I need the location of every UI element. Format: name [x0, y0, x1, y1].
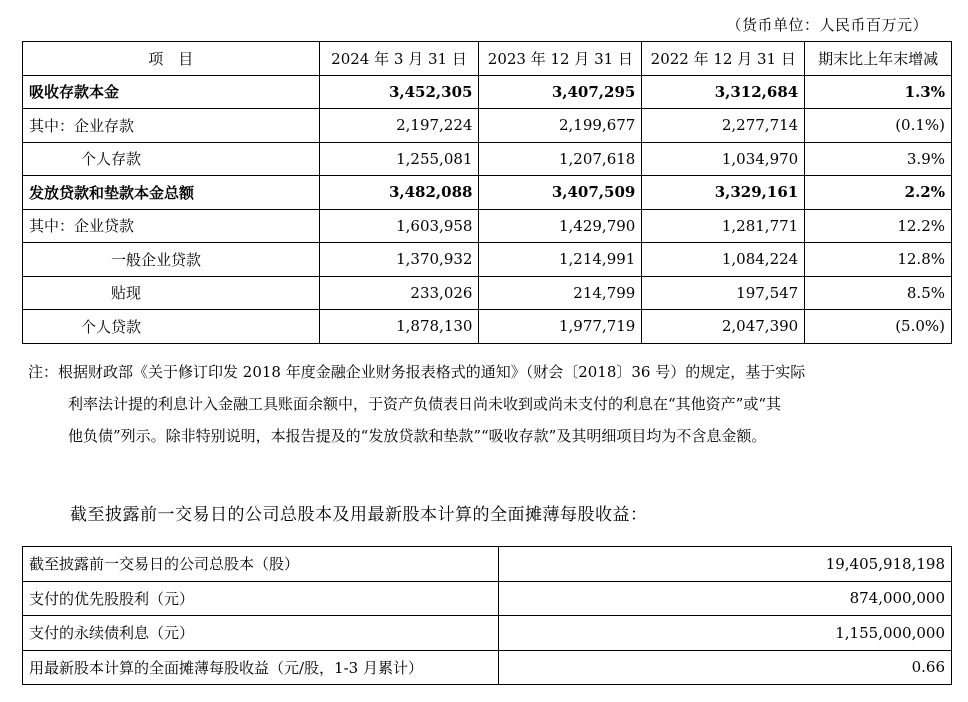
value-2023-12-31: 1,207,618: [479, 142, 642, 176]
value-2024-03-31: 1,878,130: [319, 310, 479, 344]
row-label: 一般企业贷款: [23, 243, 320, 277]
table-row: [23, 616, 952, 651]
row-value: 874,000,000: [498, 581, 952, 616]
currency-unit-note: （货币单位：人民币百万元）: [726, 16, 928, 34]
header-2023-12-31: 2023 年 12 月 31 日: [479, 42, 642, 76]
value-change: 1.3%: [805, 75, 952, 109]
value-2022-12-31: 1,084,224: [642, 243, 805, 277]
row-label: 其中：企业贷款: [23, 209, 320, 243]
header-item: 项 目: [23, 42, 320, 76]
row-label: 个人贷款: [23, 310, 320, 344]
eps-caption: 截至披露前一交易日的公司总股本及用最新股本计算的全面摊薄每股收益：: [70, 505, 648, 525]
table-row: [23, 310, 952, 344]
row-value: 0.66: [498, 650, 952, 685]
header-change: 期末比上年末增减: [805, 42, 952, 76]
value-change: (5.0%): [805, 310, 952, 344]
value-2024-03-31: 1,370,932: [319, 243, 479, 277]
value-2024-03-31: 3,452,305: [319, 75, 479, 109]
value-change: 12.8%: [805, 243, 952, 277]
table-row: [23, 547, 952, 582]
footnote-line-2: 利率法计提的利息计入金融工具账面余额中，于资产负债表日尚未收到或尚未支付的利息在“其他资产”或“其: [68, 395, 782, 413]
header-2024-03-31: 2024 年 3 月 31 日: [319, 42, 479, 76]
value-2023-12-31: 214,799: [479, 276, 642, 310]
table-row: [23, 75, 952, 109]
row-label: 支付的优先股股利（元）: [23, 581, 499, 616]
footnote-line-1: 注：根据财政部《关于修订印发 2018 年度金融企业财务报表格式的通知》（财会〔2018〕36 号）的规定，基于实际: [28, 363, 806, 381]
value-2023-12-31: 1,977,719: [479, 310, 642, 344]
header-2022-12-31: 2022 年 12 月 31 日: [642, 42, 805, 76]
row-label: 吸收存款本金: [23, 75, 320, 109]
row-label: 贴现: [23, 276, 320, 310]
value-2022-12-31: 197,547: [642, 276, 805, 310]
deposits-loans-table: [22, 41, 952, 344]
table-row: [23, 581, 952, 616]
value-2024-03-31: 2,197,224: [319, 109, 479, 143]
value-2022-12-31: 2,277,714: [642, 109, 805, 143]
value-change: 3.9%: [805, 142, 952, 176]
row-label: 支付的永续债利息（元）: [23, 616, 499, 651]
row-label: 用最新股本计算的全面摊薄每股收益（元/股，1-3 月累计）: [23, 650, 499, 685]
table-row: [23, 142, 952, 176]
value-2023-12-31: 1,214,991: [479, 243, 642, 277]
value-2023-12-31: 3,407,509: [479, 176, 642, 210]
value-2022-12-31: 3,312,684: [642, 75, 805, 109]
value-change: (0.1%): [805, 109, 952, 143]
row-label: 截至披露前一交易日的公司总股本（股）: [23, 547, 499, 582]
row-value: 1,155,000,000: [498, 616, 952, 651]
row-label: 其中：企业存款: [23, 109, 320, 143]
value-2024-03-31: 1,603,958: [319, 209, 479, 243]
row-label: 发放贷款和垫款本金总额: [23, 176, 320, 210]
value-2022-12-31: 2,047,390: [642, 310, 805, 344]
row-label: 个人存款: [23, 142, 320, 176]
value-2024-03-31: 233,026: [319, 276, 479, 310]
value-2023-12-31: 3,407,295: [479, 75, 642, 109]
table-header-row: [23, 42, 952, 76]
table-row: [23, 276, 952, 310]
value-2023-12-31: 2,199,677: [479, 109, 642, 143]
footnote-line-3: 他负债”列示。除非特别说明，本报告提及的“发放贷款和垫款”“吸收存款”及其明细项目均为不含息金额。: [68, 427, 767, 445]
value-2022-12-31: 1,281,771: [642, 209, 805, 243]
table-row: [23, 176, 952, 210]
value-2024-03-31: 3,482,088: [319, 176, 479, 210]
table-row: [23, 243, 952, 277]
table-row: [23, 209, 952, 243]
value-2022-12-31: 1,034,970: [642, 142, 805, 176]
table-row: [23, 109, 952, 143]
value-2023-12-31: 1,429,790: [479, 209, 642, 243]
row-value: 19,405,918,198: [498, 547, 952, 582]
value-change: 12.2%: [805, 209, 952, 243]
eps-table: [22, 546, 952, 685]
table-row: [23, 650, 952, 685]
value-2024-03-31: 1,255,081: [319, 142, 479, 176]
footnote: [28, 356, 948, 452]
value-change: 8.5%: [805, 276, 952, 310]
value-change: 2.2%: [805, 176, 952, 210]
value-2022-12-31: 3,329,161: [642, 176, 805, 210]
